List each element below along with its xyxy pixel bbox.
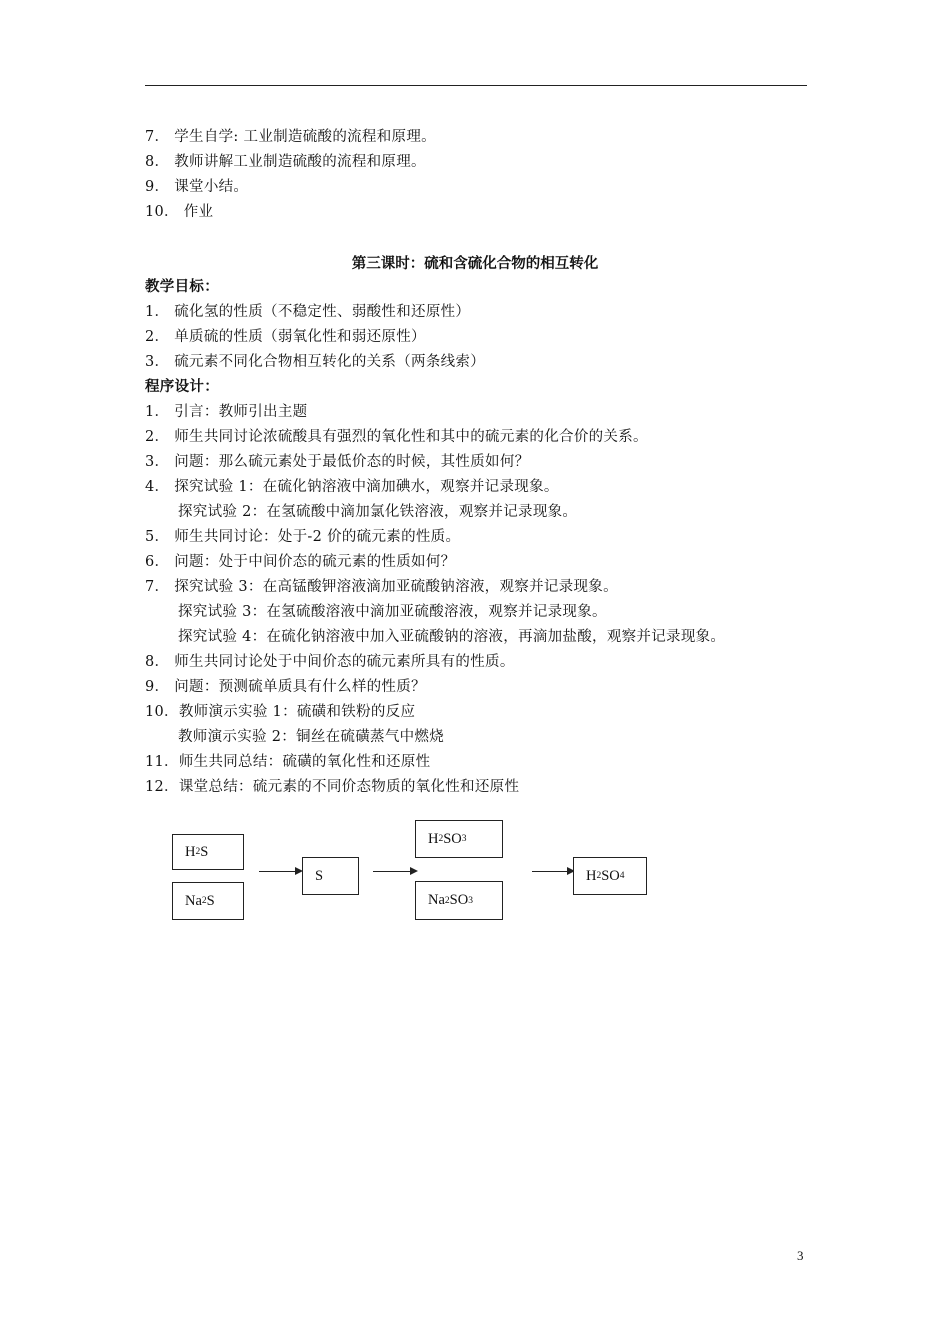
na2so3-box: Na 2 SO 3 (415, 881, 503, 920)
arrow-icon (532, 871, 573, 872)
arrow-icon (259, 871, 301, 872)
h2s-box: H 2 S (172, 834, 244, 870)
goal-item: 3． 硫元素不同化合物相互转化的关系（两条线索） (145, 354, 486, 370)
procedure-subitem: 探究试验 2：在氢硫酸中滴加氯化铁溶液，观察并记录现象。 (178, 504, 578, 520)
procedure-item: 2． 师生共同讨论浓硫酸具有强烈的氧化性和其中的硫元素的化合价的关系。 (145, 429, 648, 445)
goals-heading: 教学目标： (145, 278, 219, 295)
procedure-item: 10．教师演示实验 1：硫磺和铁粉的反应 (145, 704, 416, 720)
goal-item: 1． 硫化氢的性质（不稳定性、弱酸性和还原性） (145, 304, 471, 320)
s-box: S (302, 857, 359, 895)
na2s-box: Na 2 S (172, 882, 244, 920)
procedure-item: 5． 师生共同讨论：处于-2 价的硫元素的性质。 (145, 529, 461, 545)
procedure-subitem: 教师演示实验 2：铜丝在硫磺蒸气中燃烧 (178, 729, 445, 745)
section-title: 第三课时：硫和含硫化合物的相互转化 (351, 255, 599, 272)
list-item: 8． 教师讲解工业制造硫酸的流程和原理。 (145, 154, 426, 170)
procedure-item: 6． 问题：处于中间价态的硫元素的性质如何？ (145, 554, 456, 570)
arrow-icon (373, 871, 416, 872)
procedure-heading: 程序设计： (145, 378, 219, 395)
procedure-subitem: 探究试验 4：在硫化钠溶液中加入亚硫酸钠的溶液，再滴加盐酸，观察并记录现象。 (178, 629, 726, 645)
procedure-item: 12．课堂总结：硫元素的不同价态物质的氧化性和还原性 (145, 779, 520, 795)
procedure-item: 1． 引言：教师引出主题 (145, 404, 308, 420)
header-rule (145, 85, 807, 86)
procedure-subitem: 探究试验 3：在氢硫酸溶液中滴加亚硫酸溶液，观察并记录现象。 (178, 604, 607, 620)
procedure-item: 9． 问题：预测硫单质具有什么样的性质？ (145, 679, 426, 695)
goal-item: 2． 单质硫的性质（弱氧化性和弱还原性） (145, 329, 426, 345)
procedure-item: 4． 探究试验 1：在硫化钠溶液中滴加碘水，观察并记录现象。 (145, 479, 559, 495)
list-item: 7． 学生自学: 工业制造硫酸的流程和原理。 (145, 129, 436, 145)
procedure-item: 11．师生共同总结：硫磺的氧化性和还原性 (145, 754, 431, 770)
procedure-item: 3． 问题：那么硫元素处于最低价态的时候，其性质如何？ (145, 454, 530, 470)
list-item: 9． 课堂小结。 (145, 179, 249, 195)
page-number: 3 (797, 1248, 804, 1263)
procedure-item: 8． 师生共同讨论处于中间价态的硫元素所具有的性质。 (145, 654, 515, 670)
h2so4-box: H 2 SO 4 (573, 857, 647, 895)
h2so3-box: H 2 SO 3 (415, 820, 503, 858)
list-item: 10． 作业 (145, 204, 214, 220)
procedure-item: 7． 探究试验 3：在高锰酸钾溶液滴加亚硫酸钠溶液，观察并记录现象。 (145, 579, 618, 595)
